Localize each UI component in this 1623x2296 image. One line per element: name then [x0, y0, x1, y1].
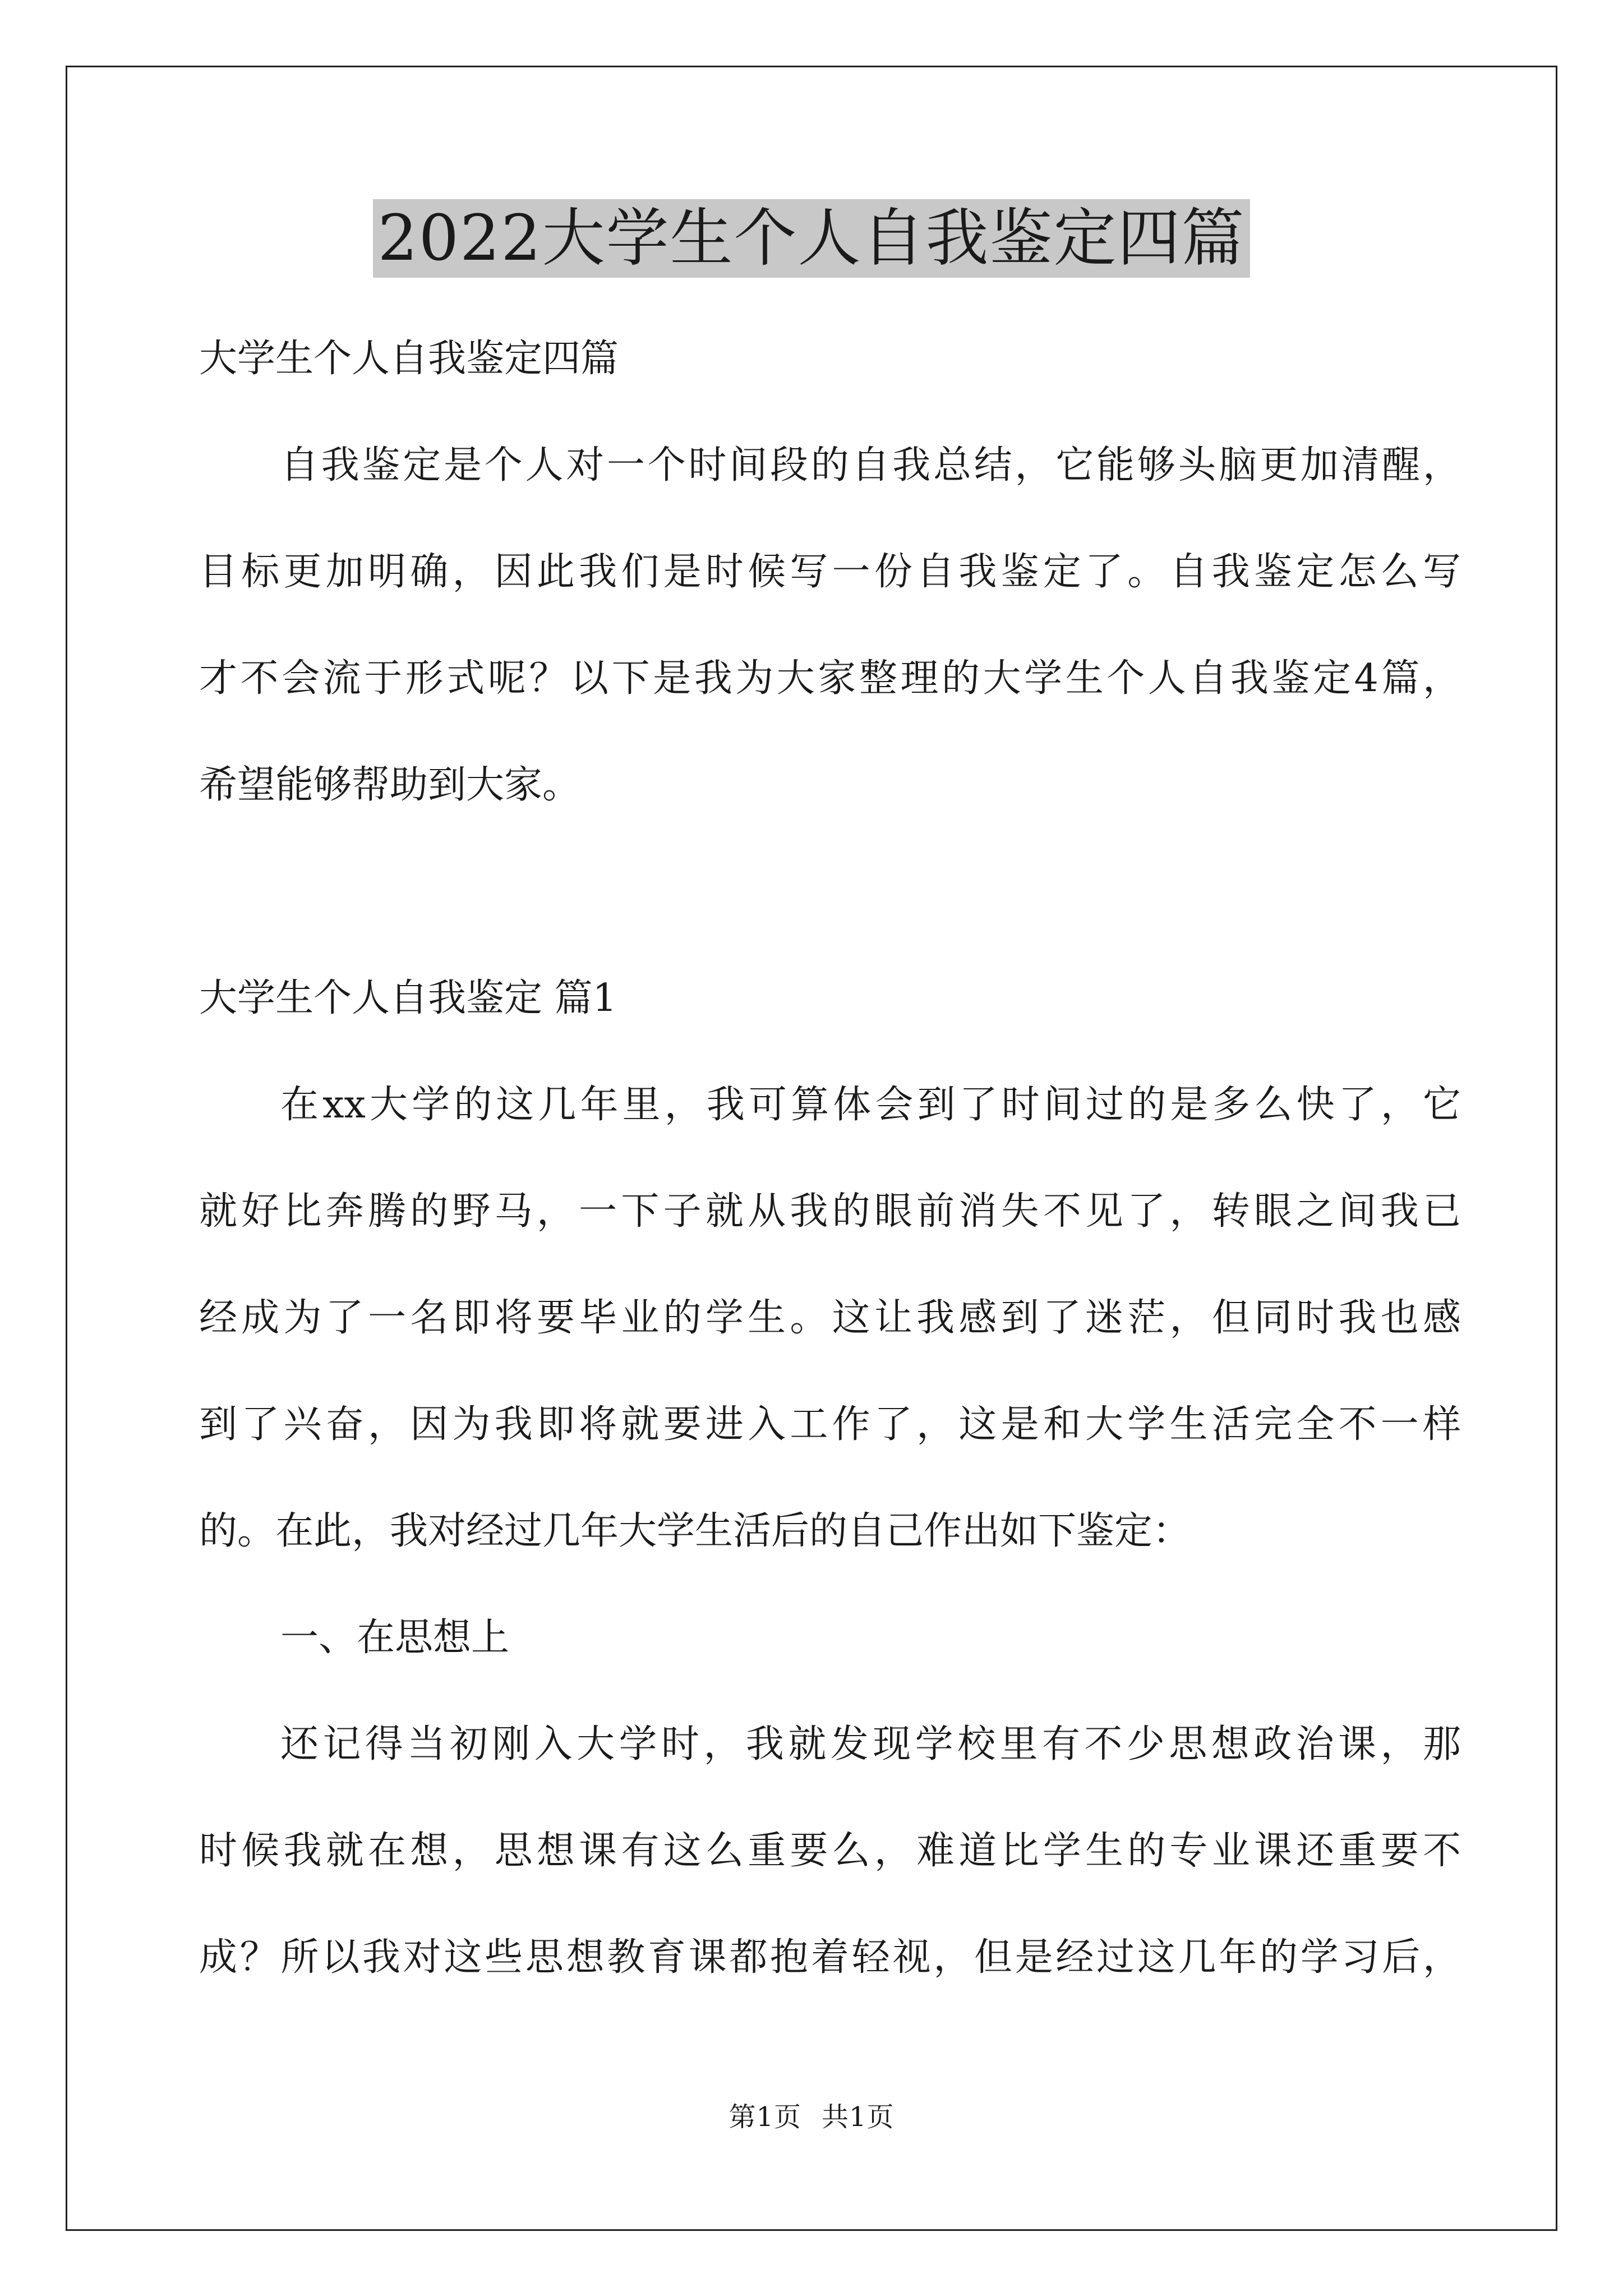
- section-line: 就好比奔腾的野马，一下子就从我的眼前消失不见了，转眼之间我已: [199, 1189, 1461, 1234]
- document-title: 2022大学生个人自我鉴定四篇: [373, 199, 1249, 278]
- document-subtitle: 大学生个人自我鉴定四篇: [199, 337, 619, 381]
- section-line: 的。在此，我对经过几年大学生活后的自己作出如下鉴定：: [199, 1509, 1191, 1553]
- section-heading: 大学生个人自我鉴定 篇1: [199, 976, 617, 1020]
- page-number: 第1页: [728, 2101, 801, 2133]
- page-total: 共1页: [822, 2101, 895, 2133]
- intro-line: 才不会流于形式呢？以下是我为大家整理的大学生个人自我鉴定4篇，: [199, 656, 1461, 701]
- page-footer: [0, 2095, 1623, 2134]
- section-line: 在xx大学的这几年里，我可算体会到了时间过的是多么快了，它: [280, 1083, 1461, 1127]
- intro-line: 目标更加明确，因此我们是时候写一份自我鉴定了。自我鉴定怎么写: [199, 550, 1461, 594]
- sub-line: 还记得当初刚入大学时，我就发现学校里有不少思想政治课，那: [280, 1722, 1461, 1766]
- sub-heading: 一、在思想上: [280, 1616, 510, 1660]
- sub-line: 时候我就在想，思想课有这么重要么，难道比学生的专业课还重要不: [199, 1829, 1461, 1873]
- sub-line: 成？所以我对这些思想教育课都抱着轻视，但是经过这几年的学习后，: [199, 1935, 1461, 1980]
- intro-line: 自我鉴定是个人对一个时间段的自我总结，它能够头脑更加清醒，: [280, 443, 1461, 487]
- title-area: [0, 199, 1623, 278]
- paragraph-gap: [199, 839, 1461, 945]
- section-line: 经成为了一名即将要毕业的学生。这让我感到了迷茫，但同时我也感: [199, 1296, 1461, 1340]
- document-body: [199, 306, 1461, 2011]
- section-line: 到了兴奋，因为我即将就要进入工作了，这是和大学生活完全不一样: [199, 1402, 1461, 1447]
- intro-line: 希望能够帮助到大家。: [199, 763, 581, 807]
